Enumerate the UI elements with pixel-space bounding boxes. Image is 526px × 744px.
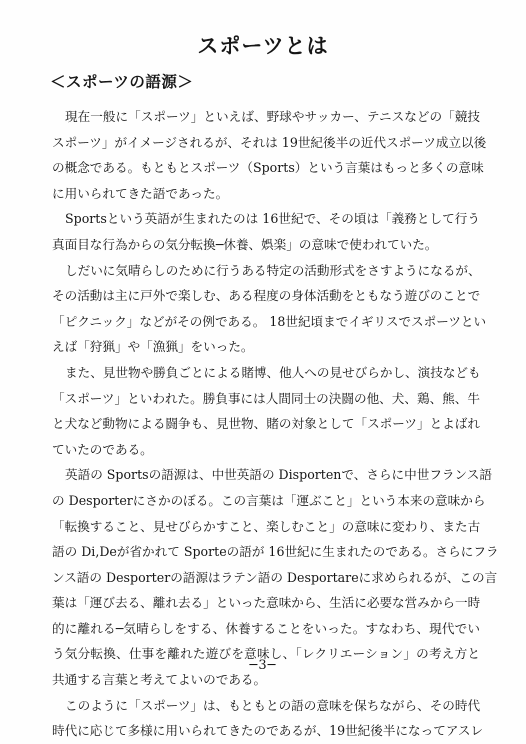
- section-heading: ＜スポーツの語源＞: [50, 73, 194, 91]
- paragraph: [52, 693, 484, 744]
- text-line: に用いられてきた語であった。: [52, 185, 229, 201]
- text-line: スポーツ」がイメージされるが、それは 19世紀後半の近代スポーツ成立以後: [52, 134, 487, 150]
- text-line: 語の Di,Deが省かれて Sporteの語が 16世紀に生まれたのである。さらにフラ: [52, 544, 499, 560]
- text-line: また、見世物や勝負ごとによる賭博、他人への見せびらかし、演技なども: [65, 364, 481, 380]
- text-line: えば「狩猟」や「漁猟」をいった。: [52, 339, 254, 355]
- text-line: 共通する言葉と考えてよいのである。: [52, 672, 267, 688]
- text-line: の Desporterにさかのぼる。この言葉は「運ぶこと」という本来の意味から: [52, 492, 486, 508]
- text-line: ていたのである。: [52, 441, 153, 457]
- text-line: Sportsという英語が生まれたのは 16世紀で、その頃は「義務として行う: [65, 211, 480, 227]
- text-line: 「ピクニック」などがその例である。 18世紀頃までイギリスでスポーツとい: [52, 313, 487, 329]
- paragraph: [52, 206, 480, 257]
- text-line: う気分転換、仕事を離れた遊びを意味し、「レクリエーション」の考え方と: [52, 646, 480, 662]
- text-line: ンス語の Desporterの語源はラテン語の Desportareに求められるが、この言: [52, 569, 498, 585]
- text-line: 「転換すること、見せびらかすこと、楽しむこと」の意味に変わり、また古: [52, 518, 481, 534]
- text-line: 「スポーツ」といわれた。勝負事には人間同士の決闘の他、犬、鶏、熊、牛: [52, 390, 480, 406]
- text-line: 現在一般に「スポーツ」といえば、野球やサッカー、テニスなどの「競技: [65, 109, 480, 124]
- body-text: [52, 104, 499, 744]
- text-line: と犬など動物による闘争も、見世物、賭の対象として「スポーツ」とよばれ: [52, 416, 480, 432]
- text-line: 的に離れる─気晴らしをする、休養することをいった。すなわち、現代でい: [52, 620, 480, 636]
- page-title: スポーツとは: [197, 34, 329, 58]
- paragraph: [52, 104, 487, 206]
- text-line: 真面目な行為からの気分転換─休養、娯楽」の意味で使われていた。: [52, 236, 438, 252]
- paragraph: [52, 258, 487, 360]
- text-line: このように「スポーツ」は、もともとの語の意味を保ちながら、その時代: [65, 697, 481, 713]
- text-line: 英語の Sportsの語源は、中世英語の Disportenで、さらに中世フランス語: [65, 467, 492, 483]
- text-line: その活動は主に戸外で楽しむ、ある程度の身体活動をともなう遊びのことで: [52, 288, 481, 304]
- page-number: ─3─: [249, 658, 277, 673]
- text-line: 時代に応じて多様に用いられてきたのであるが、19世紀後半になってアスレ: [52, 723, 484, 739]
- paragraph: [52, 360, 480, 462]
- text-line: しだいに気晴らしのために行うある特定の活動形式をさすようになるが、: [65, 262, 481, 278]
- text-line: 葉は「運び去る、離れ去る」といった意味から、生活に必要な営みから一時: [52, 595, 481, 611]
- text-line: の概念である。もともとスポーツ（Sports）という言葉はもっと多くの意味: [52, 160, 484, 176]
